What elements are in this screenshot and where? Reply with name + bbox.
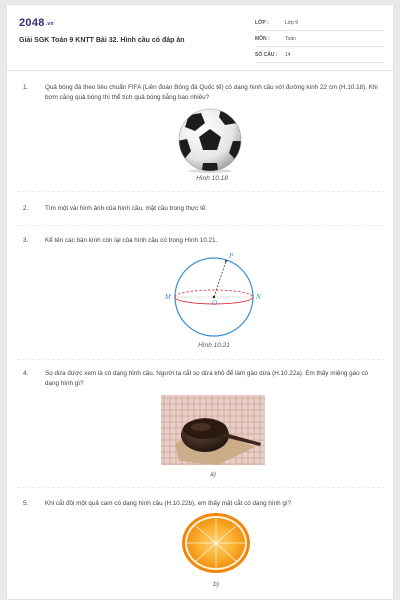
question-4	[23, 369, 383, 389]
meta-class-row	[255, 15, 385, 31]
meta-subject-row	[255, 31, 385, 47]
site-logo[interactable]: 2048.vn	[19, 17, 54, 29]
orange-half-image	[179, 511, 253, 575]
question-1-number: 1.	[23, 84, 29, 91]
label-o: O	[212, 299, 218, 307]
question-2-number: 2.	[23, 205, 29, 212]
soccer-ball-image	[177, 107, 243, 173]
separator	[17, 487, 385, 488]
document-meta	[255, 15, 385, 63]
radius-op	[214, 261, 226, 297]
coconut-ladle-image	[161, 395, 265, 465]
question-3-text: Kể tên các bán kính còn lại của hình cầu có trong Hình 10.21.	[45, 237, 218, 244]
label-p: P	[229, 252, 234, 260]
question-5-number: 5.	[23, 500, 29, 507]
question-1-text: Quả bóng đá theo tiêu chuẩn FIFA (Liên đoàn Bóng đá Quốc tế) có dạng hình cầu với đường kính 22 cm (H.10.18). Khi bơm căng quả bóng thì thể tích quả bóng bằng bao nhiêu?	[45, 84, 378, 101]
question-2	[23, 204, 383, 214]
figure-1021-caption: Hình 10.21	[198, 342, 230, 349]
meta-count-label: SỐ CÂU :	[255, 51, 278, 58]
meta-subject-label: MÔN :	[255, 35, 270, 42]
meta-subject-value: Toán	[285, 35, 296, 42]
meta-count-row	[255, 47, 385, 63]
separator	[17, 359, 385, 360]
document-title: Giải SGK Toán 9 KNTT Bài 32. Hình cầu có đáp án	[19, 37, 185, 44]
meta-class-value: Lớp 9	[285, 19, 299, 26]
document-header	[7, 5, 393, 71]
question-1	[23, 83, 383, 103]
question-5-text: Khi cắt đôi một quả cam có dạng hình cầu (H.10.22b), em thấy mặt cắt có dạng hình gì?	[45, 500, 292, 507]
question-2-text: Tìm một vài hình ảnh của hình cầu, mặt cầu trong thực tế.	[45, 205, 208, 212]
figure-1022b-caption: b)	[213, 581, 219, 588]
meta-class-label: LỚP :	[255, 19, 269, 26]
label-n: N	[256, 293, 261, 301]
figure-1018-caption: Hình 10.18	[196, 175, 228, 182]
label-m: M	[165, 293, 171, 301]
question-4-text: Sọ dừa được xem là có dạng hình cầu. Người ta cắt sọ dừa khô để làm gáo dừa (H.10.22a). Em thấy miệng gáo có dạng hình gì?	[45, 370, 369, 387]
sphere-diagram	[159, 249, 269, 341]
separator	[17, 191, 385, 192]
meta-count-value: 14	[285, 51, 291, 58]
question-5	[23, 499, 383, 509]
question-4-number: 4.	[23, 370, 29, 377]
separator	[17, 225, 385, 226]
question-3-number: 3.	[23, 237, 29, 244]
document-page	[6, 4, 394, 600]
figure-1022a-caption: a)	[210, 471, 216, 478]
center-point	[213, 296, 215, 298]
question-3	[23, 236, 383, 246]
